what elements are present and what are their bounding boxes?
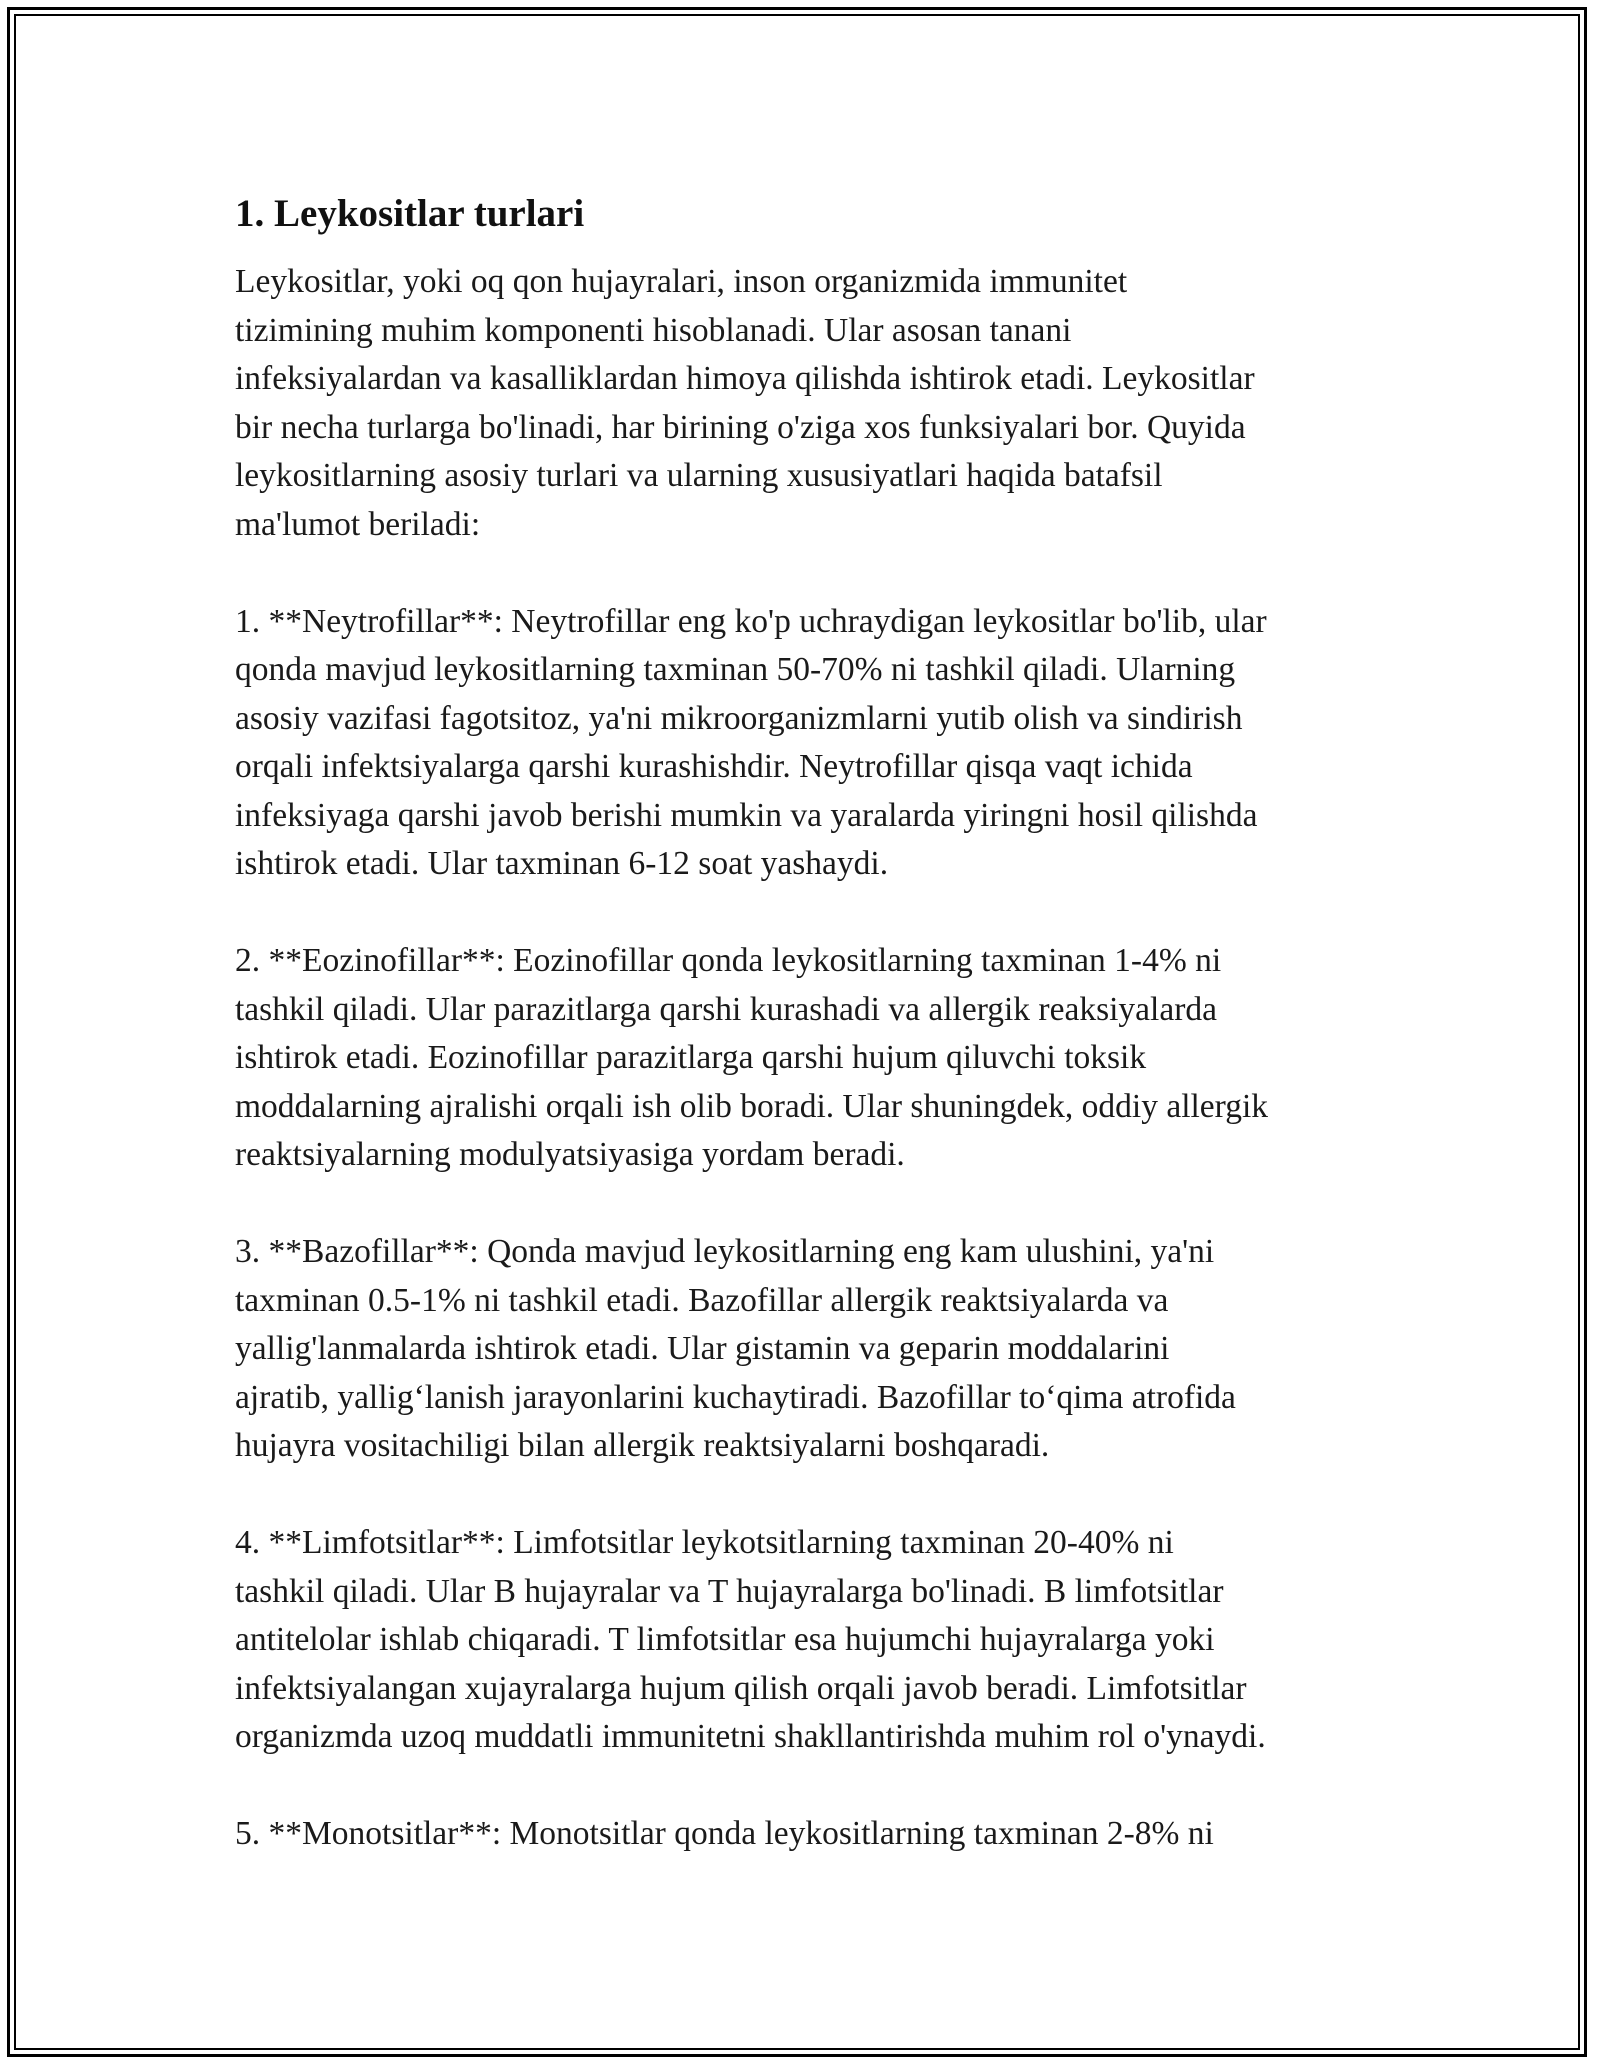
text-line: organizmda uzoq muddatli immunitetni shakllantirishda muhim rol o'ynaydi. <box>235 1718 1266 1755</box>
paragraph-eozinofillar <box>235 937 1385 1180</box>
text-line: yallig'lanmalarda ishtirok etadi. Ular gistamin va geparin moddalarini <box>235 1330 1170 1367</box>
text-line: ishtirok etadi. Ular taxminan 6-12 soat yashaydi. <box>235 845 889 882</box>
text-line: 4. **Limfotsitlar**: Limfotsitlar leykotsitlarning taxminan 20-40% ni <box>235 1524 1174 1561</box>
text-line: leykositlarning asosiy turlari va ularning xususiyatlari haqida batafsil <box>235 457 1163 494</box>
text-line: infektsiyalangan xujayralarga hujum qilish orqali javob beradi. Limfotsitlar <box>235 1669 1247 1707</box>
text-line: Leykositlar, yoki oq qon hujayralari, inson organizmida immunitet <box>235 263 1128 300</box>
text-line: ishtirok etadi. Eozinofillar parazitlarga qarshi hujum qiluvchi toksik <box>235 1039 1147 1076</box>
paragraph-intro <box>235 258 1385 549</box>
text-line: ma'lumot beriladi: <box>235 505 481 543</box>
text-line: bir necha turlarga bo'linadi, har birining o'ziga xos funksiyalari bor. Quyida <box>235 408 1246 446</box>
paragraph-bazofillar <box>235 1228 1385 1471</box>
text-line: orqali infektsiyalarga qarshi kurashishdir. Neytrofillar qisqa vaqt ichida <box>235 748 1193 785</box>
paragraph-limfotsitlar <box>235 1519 1385 1762</box>
text-line: qonda mavjud leykositlarning taxminan 50-70% ni tashkil qiladi. Ularning <box>235 651 1236 688</box>
text-line: moddalarning ajralishi orqali ish olib boradi. Ular shuningdek, oddiy allergik <box>235 1087 1269 1125</box>
text-line: asosiy vazifasi fagotsitoz, ya'ni mikroorganizmlarni yutib olish va sindirish <box>235 699 1243 737</box>
text-line: infeksiyaga qarshi javob berishi mumkin va yaralarda yiringni hosil qilishda <box>235 796 1258 834</box>
text-line: 5. **Monotsitlar**: Monotsitlar qonda leykositlarning taxminan 2-8% ni <box>235 1815 1214 1852</box>
section-heading: 1. Leykositlar turlari <box>235 192 585 235</box>
paragraph-monotsitlar <box>235 1810 1385 1859</box>
text-line: infeksiyalardan va kasalliklardan himoya qilishda ishtirok etadi. Leykositlar <box>235 360 1255 397</box>
text-line: reaktsiyalarning modulyatsiyasiga yordam beradi. <box>235 1136 905 1173</box>
text-line: tashkil qiladi. Ular B hujayralar va T hujayralarga bo'linadi. B limfotsitlar <box>235 1572 1224 1610</box>
text-line: 3. **Bazofillar**: Qonda mavjud leykositlarning eng kam ulushini, ya'ni <box>235 1233 1215 1270</box>
text-line: antitelolar ishlab chiqaradi. T limfotsitlar esa hujumchi hujayralarga yoki <box>235 1621 1215 1658</box>
document-body <box>235 186 1385 1907</box>
text-line: ajratib, yallig‘lanish jarayonlarini kuchaytiradi. Bazofillar to‘qima atrofida <box>235 1378 1236 1416</box>
text-line: tizimining muhim komponenti hisoblanadi. Ular asosan tanani <box>235 311 1072 349</box>
text-line: taxminan 0.5-1% ni tashkil etadi. Bazofillar allergik reaktsiyalarda va <box>235 1281 1169 1319</box>
text-line: 2. **Eozinofillar**: Eozinofillar qonda leykositlarning taxminan 1-4% ni <box>235 942 1222 979</box>
text-line: hujayra vositachiligi bilan allergik reaktsiyalarni boshqaradi. <box>235 1427 1050 1464</box>
text-line: tashkil qiladi. Ular parazitlarga qarshi kurashadi va allergik reaksiyalarda <box>235 990 1217 1028</box>
text-line: 1. **Neytrofillar**: Neytrofillar eng ko'p uchraydigan leykositlar bo'lib, ular <box>235 602 1267 640</box>
paragraph-neytrofillar <box>235 598 1385 889</box>
